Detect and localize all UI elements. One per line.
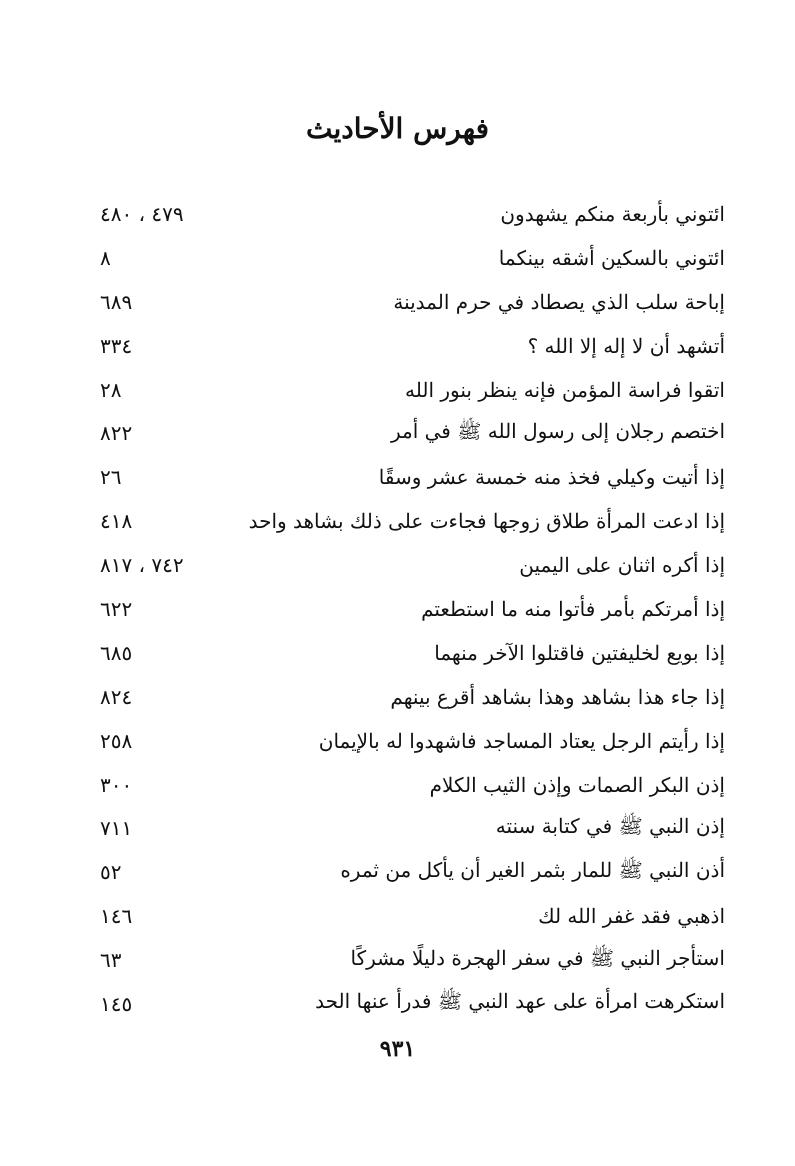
index-entry (100, 763, 725, 807)
entry-text: إذا أكره اثنان على اليمين (519, 553, 725, 578)
entry-page-numbers: ٧١١ (100, 816, 133, 841)
entry-page-numbers: ٨ (100, 245, 111, 270)
entry-text: إذا أتيت وكيلي فخذ منه خمسة عشر وسقًا (378, 465, 725, 490)
entry-text: إذا أمرتكم بأمر فأتوا منه ما استطعتم (421, 596, 725, 621)
entry-text: إذن النبي ﷺ في كتابة سنته (495, 813, 725, 838)
hadith-index-list (100, 192, 725, 1026)
entry-page-numbers: ٤١٨ (100, 509, 133, 534)
index-entry (100, 280, 725, 324)
entry-page-numbers: ٥٢ (100, 860, 122, 885)
entry-text: إباحة سلب الذي يصطاد في حرم المدينة (393, 289, 725, 314)
index-entry (100, 192, 725, 236)
index-entry (100, 587, 725, 631)
index-entry (100, 543, 725, 587)
entry-page-numbers: ٧٤٢ ، ٨١٧ (100, 553, 184, 578)
index-entry (100, 938, 725, 982)
entry-page-numbers: ٦٣ (100, 948, 122, 973)
entry-text: إذا رأيتم الرجل يعتاد المساجد فاشهدوا له بالإيمان (318, 728, 725, 753)
index-entry (100, 806, 725, 850)
entry-page-numbers: ٣٣٤ (100, 333, 133, 358)
entry-text: إذن البكر الصمات وإذن الثيب الكلام (429, 772, 725, 797)
entry-text: أتشهد أن لا إله إلا الله ؟ (527, 333, 725, 358)
entry-page-numbers: ٨٢٢ (100, 421, 133, 446)
page-title: فهرس الأحاديث (305, 112, 489, 145)
index-entry (100, 236, 725, 280)
entry-text: اتقوا فراسة المؤمن فإنه ينظر بنور الله (405, 377, 725, 402)
index-entry (100, 324, 725, 368)
index-entry (100, 368, 725, 412)
entry-text: ائتوني بالسكين أشقه بينكما (498, 245, 725, 270)
entry-text: اختصم رجلان إلى رسول الله ﷺ في أمر (390, 418, 725, 443)
entry-text: إذا بويع لخليفتين فاقتلوا الآخر منهما (434, 640, 725, 665)
entry-page-numbers: ١٤٦ (100, 904, 133, 929)
entry-page-numbers: ٢٦ (100, 465, 122, 490)
entry-text: استكرهت امرأة على عهد النبي ﷺ فدرأ عنها الحد (315, 989, 725, 1014)
index-entry (100, 982, 725, 1026)
index-entry (100, 675, 725, 719)
index-entry (100, 894, 725, 938)
index-entry (100, 631, 725, 675)
page-number: ٩٣١ (379, 1036, 416, 1062)
index-entry (100, 411, 725, 455)
entry-text: اذهبي فقد غفر الله لك (538, 904, 725, 929)
entry-page-numbers: ٦٢٢ (100, 596, 133, 621)
index-entry (100, 499, 725, 543)
entry-text: إذا جاء هذا بشاهد وهذا بشاهد أقرع بينهم (390, 684, 725, 709)
entry-page-numbers: ٢٨ (100, 377, 122, 402)
index-entry (100, 719, 725, 763)
entry-page-numbers: ٦٨٩ (100, 289, 133, 314)
index-entry (100, 850, 725, 894)
entry-page-numbers: ٨٢٤ (100, 684, 133, 709)
entry-page-numbers: ٢٥٨ (100, 728, 133, 753)
index-entry (100, 455, 725, 499)
entry-text: أذن النبي ﷺ للمار بثمر الغير أن يأكل من ثمره (340, 857, 725, 882)
entry-page-numbers: ٣٠٠ (100, 772, 133, 797)
entry-page-numbers: ٦٨٥ (100, 640, 133, 665)
entry-text: ائتوني بأربعة منكم يشهدون (500, 201, 725, 226)
entry-text: إذا ادعت المرأة طلاق زوجها فجاءت على ذلك بشاهد واحد (248, 509, 725, 534)
entry-text: استأجر النبي ﷺ في سفر الهجرة دليلًا مشركًا (350, 945, 725, 970)
entry-page-numbers: ١٤٥ (100, 991, 133, 1016)
entry-page-numbers: ٤٧٩ ، ٤٨٠ (100, 201, 184, 226)
